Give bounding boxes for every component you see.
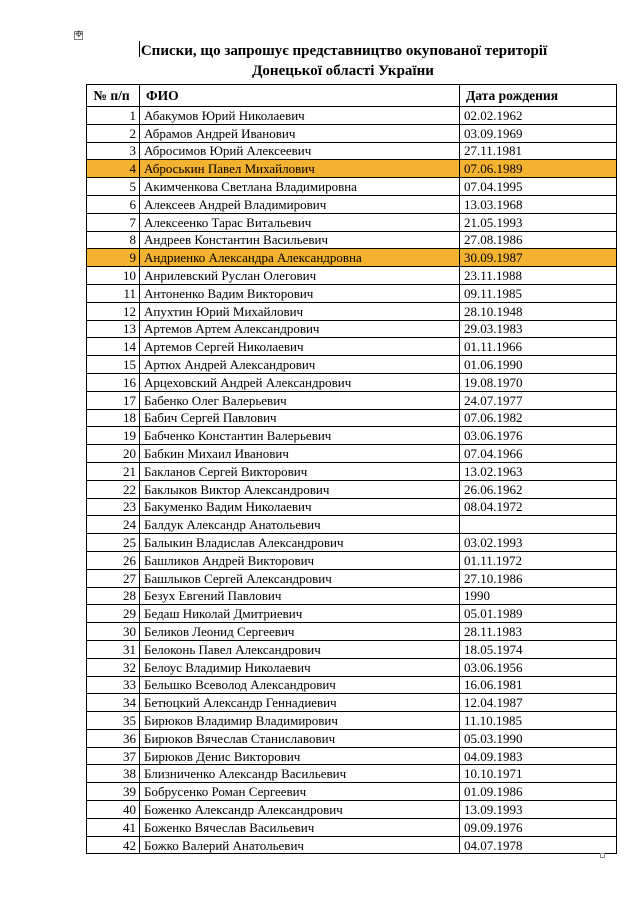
row-number-cell: 17 bbox=[87, 391, 140, 409]
row-name-cell: Башликов Андрей Викторович bbox=[140, 551, 460, 569]
row-number-cell: 27 bbox=[87, 569, 140, 587]
row-name-cell: Белоус Владимир Николаевич bbox=[140, 658, 460, 676]
row-number-cell: 24 bbox=[87, 516, 140, 534]
table-row bbox=[87, 231, 617, 249]
row-name-cell: Бирюков Владимир Владимирович bbox=[140, 712, 460, 730]
row-number-cell: 8 bbox=[87, 231, 140, 249]
row-number-cell: 23 bbox=[87, 498, 140, 516]
header-name: ФИО bbox=[140, 85, 460, 107]
row-number-cell: 42 bbox=[87, 836, 140, 854]
table-row bbox=[87, 356, 617, 374]
row-number-cell: 25 bbox=[87, 534, 140, 552]
row-name-cell: Абрамов Андрей Иванович bbox=[140, 124, 460, 142]
row-number-cell: 15 bbox=[87, 356, 140, 374]
row-date-cell: 05.01.1989 bbox=[460, 605, 617, 623]
row-number-cell: 1 bbox=[87, 107, 140, 125]
row-date-cell: 21.05.1993 bbox=[460, 213, 617, 231]
row-name-cell: Белоконь Павел Александрович bbox=[140, 640, 460, 658]
row-number-cell: 3 bbox=[87, 142, 140, 160]
table-row bbox=[87, 747, 617, 765]
row-date-cell: 28.11.1983 bbox=[460, 623, 617, 641]
row-number-cell: 9 bbox=[87, 249, 140, 267]
row-name-cell: Близниченко Александр Васильевич bbox=[140, 765, 460, 783]
row-number-cell: 2 bbox=[87, 124, 140, 142]
table-row bbox=[87, 391, 617, 409]
row-number-cell: 28 bbox=[87, 587, 140, 605]
row-number-cell: 4 bbox=[87, 160, 140, 178]
row-date-cell: 03.02.1993 bbox=[460, 534, 617, 552]
row-date-cell: 27.11.1981 bbox=[460, 142, 617, 160]
row-name-cell: Бакуменко Вадим Николаевич bbox=[140, 498, 460, 516]
row-name-cell: Абросимов Юрий Алексеевич bbox=[140, 142, 460, 160]
row-name-cell: Артемов Артем Александрович bbox=[140, 320, 460, 338]
table-row bbox=[87, 302, 617, 320]
row-date-cell: 04.07.1978 bbox=[460, 836, 617, 854]
row-date-cell: 16.06.1981 bbox=[460, 676, 617, 694]
row-number-cell: 39 bbox=[87, 783, 140, 801]
document-title bbox=[86, 41, 600, 81]
row-date-cell: 13.09.1993 bbox=[460, 801, 617, 819]
row-date-cell: 10.10.1971 bbox=[460, 765, 617, 783]
table-row bbox=[87, 676, 617, 694]
row-name-cell: Боженко Вячеслав Васильевич bbox=[140, 818, 460, 836]
table-row bbox=[87, 694, 617, 712]
row-date-cell: 09.09.1976 bbox=[460, 818, 617, 836]
row-date-cell: 11.10.1985 bbox=[460, 712, 617, 730]
row-name-cell: Артемов Сергей Николаевич bbox=[140, 338, 460, 356]
table-header-row bbox=[87, 85, 617, 107]
row-name-cell: Апухтин Юрий Михайлович bbox=[140, 302, 460, 320]
row-date-cell: 07.04.1995 bbox=[460, 178, 617, 196]
row-number-cell: 19 bbox=[87, 427, 140, 445]
row-number-cell: 26 bbox=[87, 551, 140, 569]
title-line-1-text: Списки, що запрошує представництво окупованої території bbox=[140, 43, 548, 59]
row-date-cell: 01.11.1972 bbox=[460, 551, 617, 569]
row-name-cell: Бакланов Сергей Викторович bbox=[140, 462, 460, 480]
row-name-cell: Алексеенко Тарас Витальевич bbox=[140, 213, 460, 231]
row-name-cell: Баклыков Виктор Александрович bbox=[140, 480, 460, 498]
row-name-cell: Артюх Андрей Александрович bbox=[140, 356, 460, 374]
row-number-cell: 13 bbox=[87, 320, 140, 338]
move-handle-icon[interactable]: ✥ bbox=[75, 30, 83, 40]
table-row bbox=[87, 427, 617, 445]
table-body bbox=[87, 107, 617, 854]
row-date-cell bbox=[460, 516, 617, 534]
row-date-cell: 1990 bbox=[460, 587, 617, 605]
row-date-cell: 03.06.1956 bbox=[460, 658, 617, 676]
table-row bbox=[87, 516, 617, 534]
row-date-cell: 26.06.1962 bbox=[460, 480, 617, 498]
table-row bbox=[87, 658, 617, 676]
row-name-cell: Бирюков Вячеслав Станиславович bbox=[140, 729, 460, 747]
row-date-cell: 01.06.1990 bbox=[460, 356, 617, 374]
table-row bbox=[87, 569, 617, 587]
row-name-cell: Бобрусенко Роман Сергеевич bbox=[140, 783, 460, 801]
row-name-cell: Антоненко Вадим Викторович bbox=[140, 284, 460, 302]
table-row bbox=[87, 320, 617, 338]
table-row bbox=[87, 551, 617, 569]
row-name-cell: Бабкин Михаил Иванович bbox=[140, 445, 460, 463]
row-number-cell: 10 bbox=[87, 267, 140, 285]
table-row bbox=[87, 409, 617, 427]
row-number-cell: 41 bbox=[87, 818, 140, 836]
table-row bbox=[87, 249, 617, 267]
table-row bbox=[87, 836, 617, 854]
title-line-2: Донецької області України bbox=[252, 63, 434, 79]
row-number-cell: 20 bbox=[87, 445, 140, 463]
table-row bbox=[87, 587, 617, 605]
row-name-cell: Бабченко Константин Валерьевич bbox=[140, 427, 460, 445]
row-name-cell: Балдук Александр Анатольевич bbox=[140, 516, 460, 534]
row-date-cell: 13.02.1963 bbox=[460, 462, 617, 480]
table-row bbox=[87, 373, 617, 391]
row-date-cell: 07.06.1982 bbox=[460, 409, 617, 427]
table-row bbox=[87, 640, 617, 658]
row-number-cell: 37 bbox=[87, 747, 140, 765]
table-row bbox=[87, 729, 617, 747]
table-row bbox=[87, 605, 617, 623]
row-date-cell: 07.04.1966 bbox=[460, 445, 617, 463]
table-row bbox=[87, 783, 617, 801]
table-row bbox=[87, 284, 617, 302]
table-row bbox=[87, 462, 617, 480]
row-name-cell: Андриенко Александра Александровна bbox=[140, 249, 460, 267]
table-row bbox=[87, 801, 617, 819]
row-date-cell: 30.09.1987 bbox=[460, 249, 617, 267]
row-number-cell: 38 bbox=[87, 765, 140, 783]
table-row bbox=[87, 765, 617, 783]
row-date-cell: 23.11.1988 bbox=[460, 267, 617, 285]
table-row bbox=[87, 534, 617, 552]
row-number-cell: 30 bbox=[87, 623, 140, 641]
row-date-cell: 04.09.1983 bbox=[460, 747, 617, 765]
row-name-cell: Акимченкова Светлана Владимировна bbox=[140, 178, 460, 196]
row-date-cell: 29.03.1983 bbox=[460, 320, 617, 338]
row-number-cell: 14 bbox=[87, 338, 140, 356]
row-number-cell: 12 bbox=[87, 302, 140, 320]
row-name-cell: Бабенко Олег Валерьевич bbox=[140, 391, 460, 409]
row-date-cell: 01.11.1966 bbox=[460, 338, 617, 356]
row-name-cell: Беликов Леонид Сергеевич bbox=[140, 623, 460, 641]
table-row bbox=[87, 213, 617, 231]
row-date-cell: 19.08.1970 bbox=[460, 373, 617, 391]
row-date-cell: 03.06.1976 bbox=[460, 427, 617, 445]
row-name-cell: Андреев Константин Васильевич bbox=[140, 231, 460, 249]
row-number-cell: 32 bbox=[87, 658, 140, 676]
row-number-cell: 34 bbox=[87, 694, 140, 712]
row-name-cell: Алексеев Андрей Владимирович bbox=[140, 195, 460, 213]
header-number: № п/п bbox=[87, 85, 140, 107]
table-row bbox=[87, 480, 617, 498]
table-row bbox=[87, 195, 617, 213]
row-number-cell: 16 bbox=[87, 373, 140, 391]
row-date-cell: 05.03.1990 bbox=[460, 729, 617, 747]
row-number-cell: 18 bbox=[87, 409, 140, 427]
row-name-cell: Абакумов Юрий Николаевич bbox=[140, 107, 460, 125]
table-row bbox=[87, 445, 617, 463]
table-row bbox=[87, 623, 617, 641]
people-table bbox=[86, 84, 617, 854]
row-number-cell: 5 bbox=[87, 178, 140, 196]
table-row bbox=[87, 267, 617, 285]
row-name-cell: Безух Евгений Павлович bbox=[140, 587, 460, 605]
row-number-cell: 7 bbox=[87, 213, 140, 231]
row-date-cell: 01.09.1986 bbox=[460, 783, 617, 801]
row-name-cell: Бабич Сергей Павлович bbox=[140, 409, 460, 427]
row-number-cell: 22 bbox=[87, 480, 140, 498]
row-number-cell: 36 bbox=[87, 729, 140, 747]
row-date-cell: 18.05.1974 bbox=[460, 640, 617, 658]
row-date-cell: 27.08.1986 bbox=[460, 231, 617, 249]
row-date-cell: 09.11.1985 bbox=[460, 284, 617, 302]
table-row bbox=[87, 142, 617, 160]
row-name-cell: Анрилевский Руслан Олегович bbox=[140, 267, 460, 285]
row-name-cell: Боженко Александр Александрович bbox=[140, 801, 460, 819]
title-line-1 bbox=[86, 41, 600, 61]
table-row bbox=[87, 107, 617, 125]
row-number-cell: 21 bbox=[87, 462, 140, 480]
row-number-cell: 40 bbox=[87, 801, 140, 819]
text-cursor bbox=[139, 41, 140, 57]
table-resize-handle[interactable] bbox=[600, 853, 605, 858]
row-number-cell: 6 bbox=[87, 195, 140, 213]
row-name-cell: Башлыков Сергей Александрович bbox=[140, 569, 460, 587]
row-number-cell: 11 bbox=[87, 284, 140, 302]
row-number-cell: 29 bbox=[87, 605, 140, 623]
table-row bbox=[87, 338, 617, 356]
row-date-cell: 08.04.1972 bbox=[460, 498, 617, 516]
row-name-cell: Бельшко Всеволод Александрович bbox=[140, 676, 460, 694]
row-name-cell: Бедаш Николай Дмитриевич bbox=[140, 605, 460, 623]
row-number-cell: 35 bbox=[87, 712, 140, 730]
row-date-cell: 02.02.1962 bbox=[460, 107, 617, 125]
row-name-cell: Бирюков Денис Викторович bbox=[140, 747, 460, 765]
table-row bbox=[87, 178, 617, 196]
table-row bbox=[87, 818, 617, 836]
row-date-cell: 27.10.1986 bbox=[460, 569, 617, 587]
row-number-cell: 33 bbox=[87, 676, 140, 694]
row-date-cell: 24.07.1977 bbox=[460, 391, 617, 409]
row-date-cell: 28.10.1948 bbox=[460, 302, 617, 320]
row-date-cell: 13.03.1968 bbox=[460, 195, 617, 213]
row-name-cell: Аброськин Павел Михайлович bbox=[140, 160, 460, 178]
row-name-cell: Балыкин Владислав Александрович bbox=[140, 534, 460, 552]
row-name-cell: Арцеховский Андрей Александрович bbox=[140, 373, 460, 391]
table-row bbox=[87, 124, 617, 142]
table-row bbox=[87, 712, 617, 730]
table-row bbox=[87, 160, 617, 178]
row-date-cell: 03.09.1969 bbox=[460, 124, 617, 142]
header-date: Дата рождения bbox=[460, 85, 617, 107]
row-date-cell: 12.04.1987 bbox=[460, 694, 617, 712]
table-row bbox=[87, 498, 617, 516]
row-date-cell: 07.06.1989 bbox=[460, 160, 617, 178]
row-name-cell: Божко Валерий Анатольевич bbox=[140, 836, 460, 854]
row-number-cell: 31 bbox=[87, 640, 140, 658]
row-name-cell: Бетюцкий Александр Геннадиевич bbox=[140, 694, 460, 712]
